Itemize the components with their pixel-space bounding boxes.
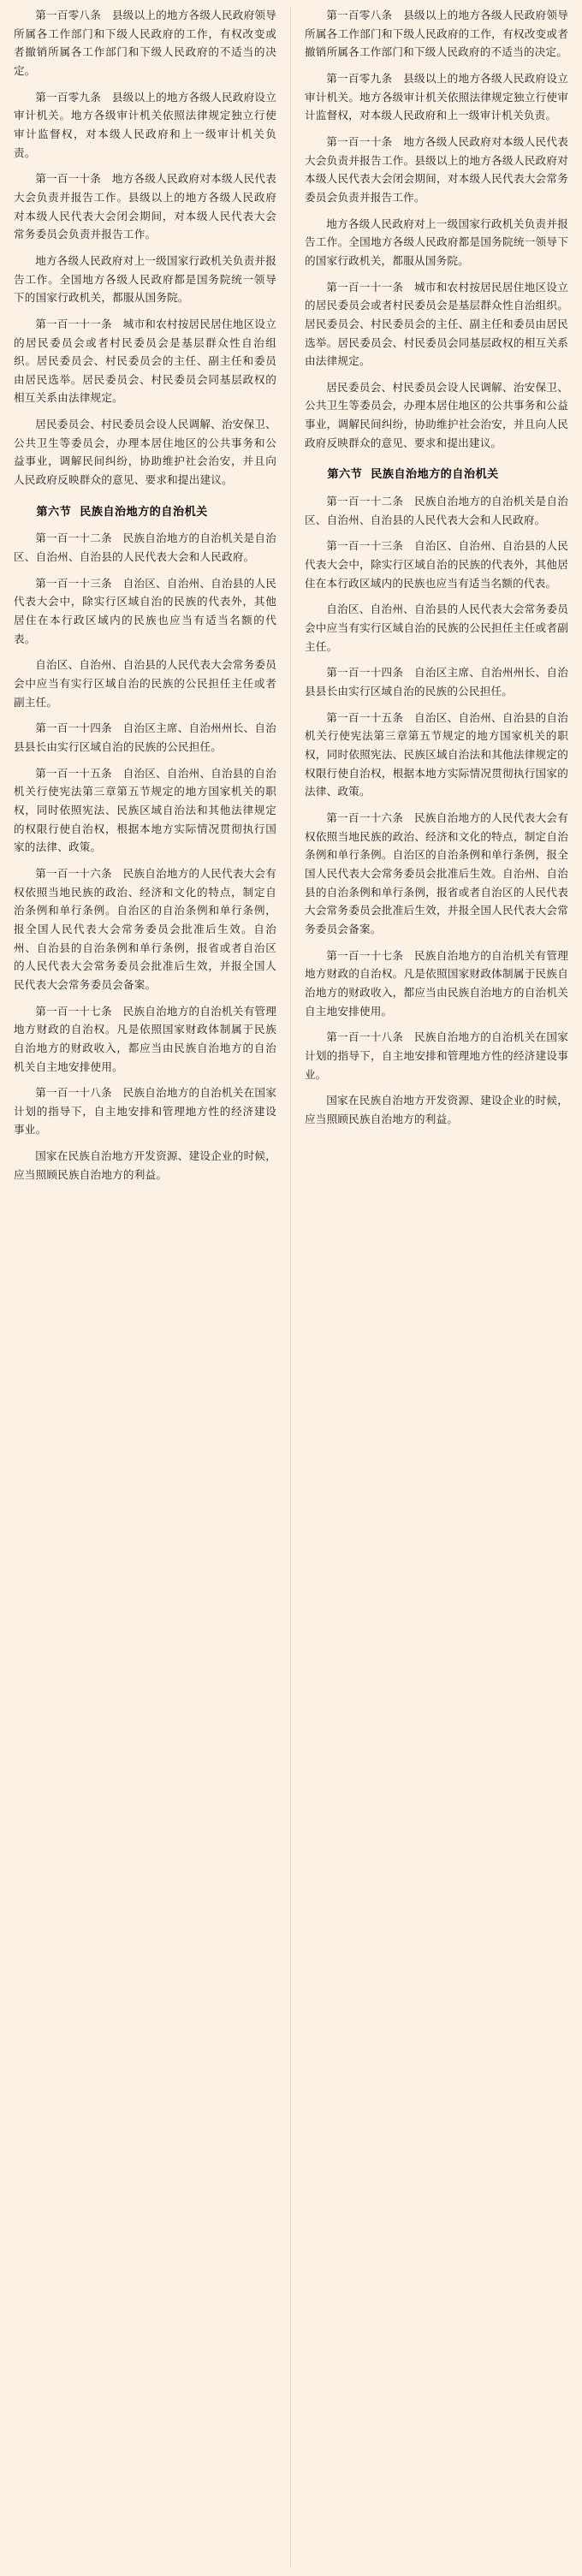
article-paragraph: 第一百一十二条 民族自治地方的自治机关是自治区、自治州、自治县的人民代表大会和人民政府。 — [305, 496, 568, 526]
article-paragraph: 第一百一十五条 自治区、自治州、自治县的自治机关行使宪法第三章第五节规定的地方国家机关的职权，同时依照宪法、民族区域自治法和其他法律规定的权限行使自治权，根据本地方实际情况贯彻执行国家的法律、政策。 — [14, 767, 276, 854]
article-paragraph: 第一百一十八条 民族自治地方的自治机关在国家计划的指导下，自主地安排和管理地方性的经济建设事业。 — [14, 1087, 276, 1137]
article-paragraph: 地方各级人民政府对上一级国家行政机关负责并报告工作。全国地方各级人民政府都是国务院统一领导下的国家行政机关，都服从国务院。 — [14, 254, 276, 305]
article-paragraph: 国家在民族自治地方开发资源、建设企业的时候，应当照顾民族自治地方的利益。 — [305, 1095, 568, 1125]
article-paragraph: 第一百零九条 县级以上的地方各级人民政府设立审计机关。地方各级审计机关依照法律规定独立行使审计监督权，对本级人民政府和上一级审计机关负责。 — [305, 72, 568, 122]
section-title: 民族自治地方的自治机关 — [371, 467, 499, 481]
article-paragraph: 国家在民族自治地方开发资源、建设企业的时候，应当照顾民族自治地方的利益。 — [14, 1150, 276, 1181]
section-heading — [14, 502, 276, 522]
article-paragraph: 第一百零八条 县级以上的地方各级人民政府领导所属各工作部门和下级人民政府的工作，有权改变或者撤销所属各工作部门和下级人民政府的不适当的决定。 — [14, 9, 276, 77]
article-paragraph: 自治区、自治州、自治县的人民代表大会常务委员会中应当有实行区域自治的民族的公民担任主任或者副主任。 — [305, 603, 568, 653]
article-paragraph: 第一百一十六条 民族自治地方的人民代表大会有权依照当地民族的政治、经济和文化的特点，制定自治条例和单行条例。自治区的自治条例和单行条例，报全国人民代表大会常务委员会批准后生效。自治州、自治县的自治条例和单行条例，报省或者自治区的人民代表大会常务委员会批准后生效，并报全国人民代表大会常务委员会备案。 — [14, 867, 276, 991]
article-paragraph: 第一百一十六条 民族自治地方的人民代表大会有权依照当地民族的政治、经济和文化的特点，制定自治条例和单行条例。自治区的自治条例和单行条例，报全国人民代表大会常务委员会批准后生效。自治州、自治县的自治条例和单行条例，报省或者自治区的人民代表大会常务委员会批准后生效，并报全国人民代表大会常务委员会备案。 — [305, 811, 568, 935]
article-paragraph: 第一百一十三条 自治区、自治州、自治县的人民代表大会中，除实行区域自治的民族的代表外，其他居住在本行政区域内的民族也应当有适当名额的代表。 — [14, 577, 276, 645]
article-paragraph: 第一百一十三条 自治区、自治州、自治县的人民代表大会中，除实行区域自治的民族的代表外，其他居住在本行政区域内的民族也应当有适当名额的代表。 — [305, 540, 568, 590]
article-paragraph: 第一百一十四条 自治区主席、自治州州长、自治县县长由实行区域自治的民族的公民担任。 — [305, 667, 568, 698]
article-paragraph: 第一百一十条 地方各级人民政府对本级人民代表大会负责并报告工作。县级以上的地方各级人民政府对本级人民代表大会闭会期间，对本级人民代表大会常务委员会负责并报告工作。 — [305, 135, 568, 204]
article-paragraph: 第一百一十七条 民族自治地方的自治机关有管理地方财政的自治权。凡是依照国家财政体制属于民族自治地方的财政收入，都应当由民族自治地方的自治机关自主地安排使用。 — [14, 1005, 276, 1073]
article-paragraph: 居民委员会、村民委员会设人民调解、治安保卫、公共卫生等委员会，办理本居住地区的公共事务和公益事业，调解民间纠纷，协助维护社会治安，并且向人民政府反映群众的意见、要求和提出建议。 — [14, 418, 276, 487]
article-paragraph: 第一百一十四条 自治区主席、自治州州长、自治县县长由实行区域自治的民族的公民担任。 — [14, 722, 276, 754]
article-paragraph: 第一百一十七条 民族自治地方的自治机关有管理地方财政的自治权。凡是依照国家财政体制属于民族自治地方的财政收入，都应当由民族自治地方的自治机关自主地安排使用。 — [305, 949, 568, 1018]
article-paragraph: 第一百一十条 地方各级人民政府对本级人民代表大会负责并报告工作。县级以上的地方各级人民政府对本级人民代表大会闭会期间，对本级人民代表大会常务委员会负责并报告工作。 — [14, 173, 276, 241]
article-paragraph: 第一百零九条 县级以上的地方各级人民政府设立审计机关。地方各级审计机关依照法律规定独立行使审计监督权，对本级人民政府和上一级审计机关负责。 — [14, 91, 276, 159]
section-heading — [305, 465, 568, 484]
section-number: 第六节 — [36, 504, 72, 518]
article-paragraph: 第一百一十一条 城市和农村按居民居住地区设立的居民委员会或者村民委员会是基层群众性自治组织。居民委员会、村民委员会的主任、副主任和委员由居民选举。居民委员会、村民委员会同基层政权的相互关系由法律规定。 — [305, 281, 568, 368]
article-paragraph: 第一百一十一条 城市和农村按居民居住地区设立的居民委员会或者村民委员会是基层群众性自治组织。居民委员会、村民委员会的主任、副主任和委员由居民选举。居民委员会、村民委员会同基层政权的相互关系由法律规定。 — [14, 318, 276, 405]
article-paragraph: 居民委员会、村民委员会设人民调解、治安保卫、公共卫生等委员会，办理本居住地区的公共事务和公益事业，调解民间纠纷，协助维护社会治安，并且向人民政府反映群众的意见、要求和提出建议。 — [305, 381, 568, 449]
section-title: 民族自治地方的自治机关 — [80, 504, 208, 518]
section-number: 第六节 — [327, 467, 363, 481]
article-paragraph: 第一百零八条 县级以上的地方各级人民政府领导所属各工作部门和下级人民政府的工作，有权改变或者撤销所属各工作部门和下级人民政府的不适当的决定。 — [305, 9, 568, 59]
article-paragraph: 第一百一十五条 自治区、自治州、自治县的自治机关行使宪法第三章第五节规定的地方国家机关的职权，同时依照宪法、民族区域自治法和其他法律规定的权限行使自治权，根据本地方实际情况贯彻执行国家的法律、政策。 — [305, 711, 568, 798]
article-paragraph: 第一百一十八条 民族自治地方的自治机关在国家计划的指导下，自主地安排和管理地方性的经济建设事业。 — [305, 1031, 568, 1081]
text-column-right — [291, 7, 582, 2567]
article-paragraph: 自治区、自治州、自治县的人民代表大会常务委员会中应当有实行区域自治的民族的公民担任主任或者副主任。 — [14, 659, 276, 709]
article-paragraph: 地方各级人民政府对上一级国家行政机关负责并报告工作。全国地方各级人民政府都是国务院统一领导下的国家行政机关，都服从国务院。 — [305, 217, 568, 267]
article-paragraph: 第一百一十二条 民族自治地方的自治机关是自治区、自治州、自治县的人民代表大会和人民政府。 — [14, 532, 276, 564]
text-column-left — [0, 7, 291, 2567]
